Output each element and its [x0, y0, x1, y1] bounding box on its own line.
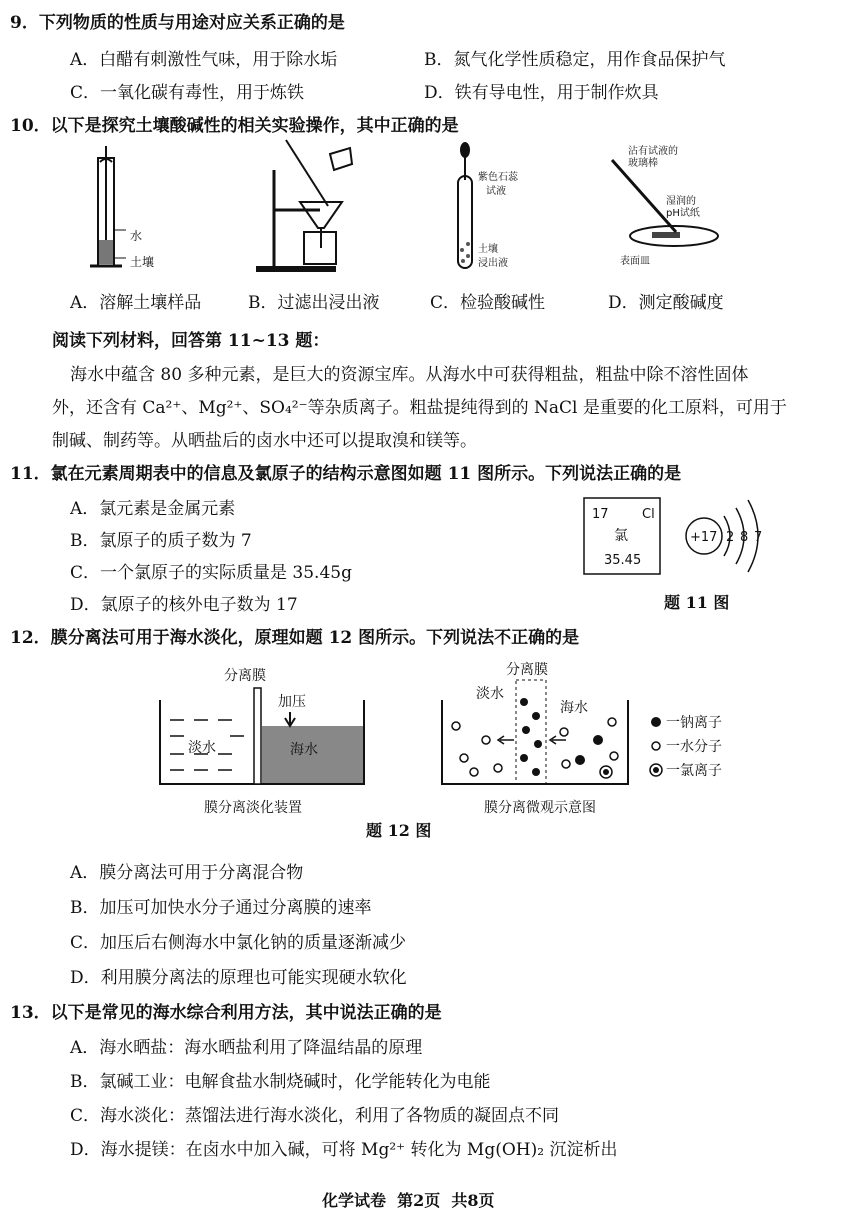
fig-c-test-tube	[458, 142, 519, 269]
atom-nucleus: +17	[690, 530, 718, 545]
q11-option-c: C．一个氯原子的实际质量是 35.45g	[70, 563, 352, 583]
micro-sea-label: 海水	[560, 700, 588, 716]
q12-option-a: A．膜分离法可用于分离混合物	[70, 863, 304, 883]
q12-caption: 题 12 图	[366, 821, 432, 840]
q9-option-a: A．白醋有刺激性气味，用于除水垢	[70, 50, 338, 70]
fig-d-rod-label-2: 玻璃棒	[628, 158, 658, 169]
reading-line-1: 海水中蕴含 80 多种元素，是巨大的资源宝库。从海水中可获得粗盐，粗盐中除不溶性固体	[70, 365, 749, 385]
q13-option-a: A．海水晒盐：海水晒盐利用了降温结晶的原理	[70, 1038, 423, 1058]
atom-shell-2: 8	[740, 530, 749, 545]
micro-caption: 膜分离微观示意图	[484, 800, 596, 816]
device-membrane-label: 分离膜	[224, 668, 266, 684]
q12-option-b: B．加压可加快水分子通过分离膜的速率	[70, 898, 372, 918]
fig-d-dish-label: 表面皿	[620, 256, 650, 267]
legend-water: 一水分子	[666, 739, 722, 755]
atom-shell-1: 2	[726, 530, 735, 545]
device-pressure-label: 加压	[278, 694, 306, 710]
q11-option-d: D．氯原子的核外电子数为 17	[70, 595, 298, 615]
q13-stem: 13．以下是常见的海水综合利用方法，其中说法正确的是	[10, 1003, 442, 1023]
fig-b-filtration	[256, 140, 352, 272]
reading-line-2: 外，还含有 Ca²⁺、Mg²⁺、SO₄²⁻等杂质离子。粗盐提纯得到的 NaCl 是重要的化工原料，可用于	[52, 398, 787, 418]
q11-stem: 11．氯在元素周期表中的信息及氯原子的结构示意图如题 11 图所示。下列说法正确的是	[10, 464, 682, 484]
fig-d-ph-test	[612, 144, 718, 267]
q9-option-b: B．氮气化学性质稳定，用作食品保护气	[424, 50, 726, 70]
q11-caption: 题 11 图	[664, 593, 730, 612]
reading-line-3: 制碱、制药等。从晒盐后的卤水中还可以提取溴和镁等。	[52, 431, 477, 451]
q11-option-b: B．氯原子的质子数为 7	[70, 531, 252, 551]
q9-option-d: D．铁有导电性，用于制作炊具	[424, 83, 659, 103]
periodic-table-cell	[584, 498, 660, 574]
fig-d-paper-label-2: pH试纸	[666, 208, 700, 219]
q10-option-d: D．测定酸碱度	[608, 293, 724, 313]
q9-option-c: C．一氧化碳有毒性，用于炼铁	[70, 83, 305, 103]
membrane-device	[160, 668, 364, 816]
q10-option-b: B．过滤出浸出液	[248, 293, 380, 313]
fig-c-litmus-label: 紫色石蕊	[478, 172, 518, 183]
q12-stem: 12．膜分离法可用于海水淡化，原理如题 12 图所示。下列说法不正确的是	[10, 628, 580, 648]
q10-apparatus-figures	[60, 140, 840, 280]
q10-option-a: A．溶解土壤样品	[70, 293, 202, 313]
reading-heading: 阅读下列材料，回答第 11~13 题：	[52, 331, 330, 351]
q12-option-d: D．利用膜分离法的原理也可能实现硬水软化	[70, 968, 407, 988]
q11-figure	[580, 494, 770, 584]
q9-stem: 9．下列物质的性质与用途对应关系正确的是	[10, 13, 345, 33]
chlorine-atom-diagram	[686, 500, 762, 572]
legend-chloride: 一氯离子	[666, 763, 722, 779]
device-sea-label: 海水	[290, 742, 318, 758]
cell-atomic-number: 17	[592, 507, 609, 522]
micro-membrane-label: 分离膜	[506, 662, 548, 678]
fig-d-rod-label-1: 沾有试液的	[628, 146, 678, 157]
q10-option-c: C．检验酸碱性	[430, 293, 546, 313]
q12-figure	[150, 660, 770, 820]
cell-symbol: Cl	[642, 507, 655, 522]
q10-stem: 10．以下是探究土壤酸碱性的相关实验操作，其中正确的是	[10, 116, 459, 136]
cell-name: 氯	[614, 528, 628, 544]
q13-option-b: B．氯碱工业：电解食盐水制烧碱时，化学能转化为电能	[70, 1072, 491, 1092]
fig-a-cylinder	[90, 146, 154, 269]
atom-shell-3: 7	[754, 530, 763, 545]
device-fresh-label: 淡水	[188, 740, 216, 756]
cell-mass: 35.45	[604, 553, 642, 568]
fig-c-leach-label: 浸出液	[478, 258, 508, 269]
q13-option-c: C．海水淡化：蒸馏法进行海水淡化，利用了各物质的凝固点不同	[70, 1106, 560, 1126]
fig-a-soil-label: 土壤	[130, 255, 155, 269]
q13-option-d: D．海水提镁：在卤水中加入碱，可将 Mg²⁺ 转化为 Mg(OH)₂ 沉淀析出	[70, 1140, 618, 1160]
device-caption: 膜分离淡化装置	[204, 800, 302, 816]
q12-option-c: C．加压后右侧海水中氯化钠的质量逐渐减少	[70, 933, 407, 953]
legend-sodium: 一钠离子	[666, 715, 722, 731]
fig-c-soil-label: 土壤	[478, 244, 498, 255]
ion-legend	[650, 714, 722, 779]
q11-option-a: A．氯元素是金属元素	[70, 499, 236, 519]
fig-a-water-label: 水	[130, 229, 143, 243]
fig-c-reagent-label: 试液	[486, 186, 506, 197]
fig-d-paper-label-1: 湿润的	[666, 196, 696, 207]
micro-fresh-label: 淡水	[476, 686, 504, 702]
membrane-micro-view	[442, 662, 628, 816]
page-footer: 化学试卷 第2页 共8页	[322, 1191, 495, 1210]
